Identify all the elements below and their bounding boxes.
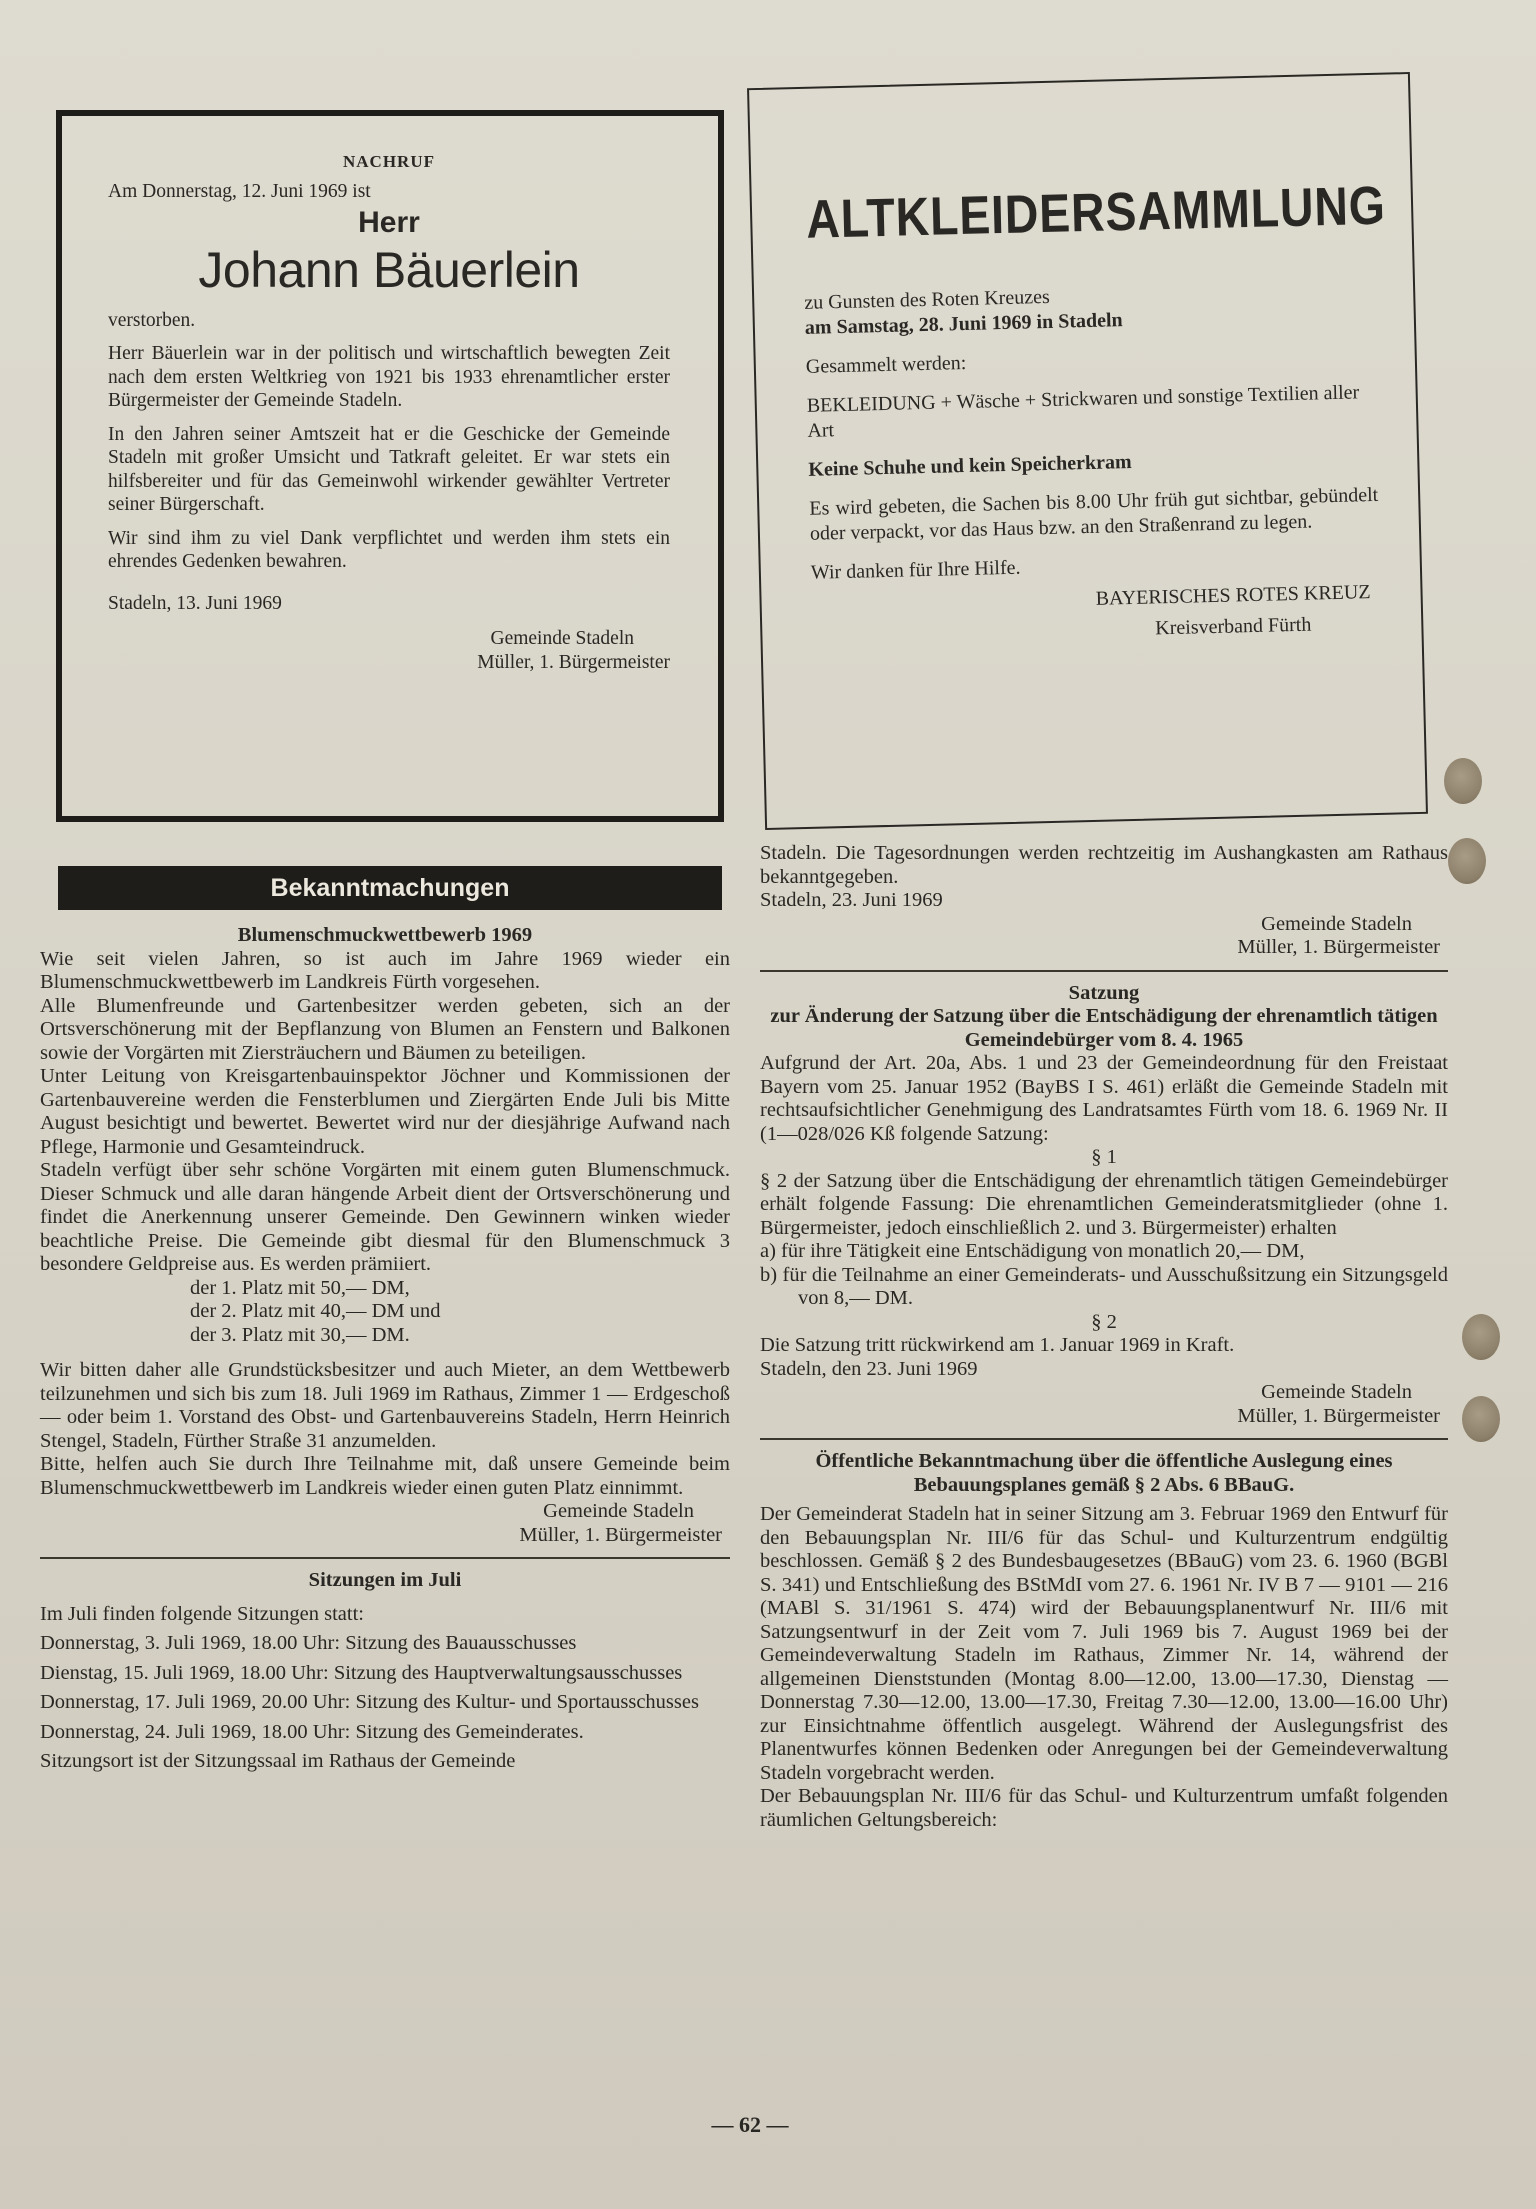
obituary-signature-name: Müller, 1. Bürgermeister: [477, 651, 670, 673]
obituary-box: [56, 110, 724, 822]
list-item: Donnerstag, 3. Juli 1969, 18.00 Uhr: Sitzung des Bauausschusses: [40, 1632, 577, 1654]
signature-org: Gemeinde Stadeln: [1261, 912, 1412, 935]
section-mark: § 2: [1091, 1310, 1117, 1333]
divider: [760, 1438, 1448, 1440]
left-column: [40, 924, 730, 1774]
prize-line: der 3. Platz mit 30,— DM.: [190, 1323, 410, 1346]
section-header-bar: Bekanntmachungen: [58, 866, 722, 910]
divider: [40, 1557, 730, 1559]
divider: [760, 970, 1448, 972]
article-paragraph: Sitzungsort ist der Sitzungssaal im Rathaus der Gemeinde: [40, 1750, 516, 1772]
obituary-verstorben: verstorben.: [108, 309, 196, 331]
article-title: Satzung: [1068, 981, 1140, 1004]
prize-line: der 2. Platz mit 40,— DM und: [190, 1300, 441, 1322]
obituary-paragraph: Herr Bäuerlein war in der politisch und wirtschaftlich bewegten Zeit nach dem ersten Weltkrieg von 1921 bis 1933 ehrenamtlicher erster Bürgermeister der Gemeinde Stadeln.: [108, 343, 670, 411]
article-paragraph: Die Satzung tritt rückwirkend am 1. Januar 1969 in Kraft.: [760, 1334, 1235, 1356]
article-date: Stadeln, 23. Juni 1969: [760, 889, 943, 911]
signature-name: Müller, 1. Bürgermeister: [519, 1523, 722, 1546]
article-paragraph: Wie seit vielen Jahren, so ist auch im Jahre 1969 wieder ein Blumenschmuckwettbewerb im Landkreis Fürth vorgesehen.: [40, 947, 730, 993]
clothing-collection-line: Gesammelt werden:: [805, 351, 967, 378]
clothing-collection-org: BAYERISCHES ROTES KREUZ: [1095, 581, 1371, 610]
article-paragraph: Aufgrund der Art. 20a, Abs. 1 und 23 der Gemeindeordnung für den Freistaat Bayern vom 25. Januar 1952 (BayBS I S. 461) erläßt die Gemeinde Stadeln mit rechtsaufsichtlicher Genehmigung des Landratsamtes Fürth vom 18. 6. 1969 Nr. II (1—028/026 Kß folgende Satzung:: [760, 1052, 1448, 1145]
article-paragraph: Stadeln. Die Tagesordnungen werden rechtzeitig im Aushangkasten am Rathaus bekanntgegeben.: [760, 842, 1448, 888]
clothing-collection-items: BEKLEIDUNG + Wäsche + Strickwaren und sonstige Textilien aller Art: [806, 381, 1360, 442]
article-paragraph: Bitte, helfen auch Sie durch Ihre Teilnahme mit, daß unsere Gemeinde beim Blumenschmuckwettbewerb im Landkreis wieder einen guten Platz einnimmt.: [40, 1453, 730, 1499]
signature-name: Müller, 1. Bürgermeister: [1237, 1404, 1440, 1427]
obituary-name: Johann Bäuerlein: [198, 241, 580, 298]
article-date: Stadeln, den 23. Juni 1969: [760, 1357, 978, 1380]
obituary-paragraph: In den Jahren seiner Amtszeit hat er die Geschicke der Gemeinde Stadeln mit großer Umsicht und Tatkraft geleitet. Er war stets ein hilfsbereiter und für das Gemeinwohl wirkender gewählter Vertreter seiner Bürgerschaft.: [108, 423, 670, 515]
obituary-kicker: NACHRUF: [343, 152, 435, 171]
article-paragraph: Unter Leitung von Kreisgartenbauinspektor Jöchner und Kommissionen der Gartenbauvereine werden die Fensterblumen und Ziergärten Ende Juli bis Mitte August besichtigt und bewertet. Bewertet wird nur der diesjährige Aufwand nach Pflege, Harmonie und Gesamteindruck.: [40, 1065, 730, 1158]
clothing-collection-exclusion: Keine Schuhe und kein Speicherkram: [808, 450, 1132, 481]
article-paragraph: Im Juli finden folgende Sitzungen statt:: [40, 1602, 364, 1625]
signature-name: Müller, 1. Bürgermeister: [1237, 936, 1440, 958]
clothing-collection-headline: ALTKLEIDERSAMMLUNG: [805, 175, 1387, 250]
clothing-collection-date: am Samstag, 28. Juni 1969 in Stadeln: [804, 309, 1123, 339]
obituary-intro: Am Donnerstag, 12. Juni 1969 ist: [108, 180, 371, 202]
page-number: — 62 —: [711, 2112, 789, 2137]
prize-line: der 1. Platz mit 50,— DM,: [190, 1276, 410, 1299]
article-paragraph: Der Gemeinderat Stadeln hat in seiner Sitzung am 3. Februar 1969 den Entwurf für den Bebauungsplan Nr. III/6 für das Schul- und Kulturzentrum endgültig beschlossen. Gemäß § 2 des Bundesbaugesetzes (BBauG) vom 23. 6. 1960 (BGBl S. 341) und Entschließung des BStMdI vom 27. 6. 1961 Nr. IV B 7 — 9101 — 216 (MABl S. 31/1961 S. 474) wird der Bebauungsplanentwurf Nr. III/6 mit Satzungsentwurf in der Zeit vom 7. Juli 1969 bis 7. August 1969 bei der Gemeindeverwaltung Stadeln im Rathaus, Zimmer Nr. 14, während der allgemeinen Dienststunden (Montag 8.00—12.00, 13.00—17.30, Dienstag — Donnerstag 7.30—12.00, 13.00—17.30, Freitag 7.30—12.00, 13.00—16.00 Uhr) zur Einsichtnahme öffentlich ausgelegt. Während der Auslegungsfrist des Planentwurfes können Bedenken oder Anregungen bei der Gemeindeverwaltung Stadeln vorgebracht werden.: [760, 1503, 1448, 1784]
signature-org: Gemeinde Stadeln: [543, 1500, 694, 1522]
punch-hole: [1448, 838, 1486, 884]
article-title: Sitzungen im Juli: [308, 1569, 462, 1591]
right-column: [760, 842, 1448, 1832]
obituary-date: Stadeln, 13. Juni 1969: [108, 592, 282, 614]
obituary-herr: Herr: [358, 206, 420, 239]
obituary-paragraph: Wir sind ihm zu viel Dank verpflichtet und werden ihm stets ein ehrendes Gedenken bewahren.: [108, 527, 670, 572]
punch-hole: [1462, 1314, 1500, 1360]
punch-hole: [1444, 758, 1482, 804]
article-paragraph: Alle Blumenfreunde und Gartenbesitzer werden gebeten, sich an der Ortsverschönerung mit der Bepflanzung von Blumen an Fenstern und Balkonen sowie der Vorgärten mit Ziersträuchern und Bäumen zu beteiligen.: [40, 994, 730, 1064]
article-title: Blumenschmuckwettbewerb 1969: [237, 924, 533, 946]
list-item: Dienstag, 15. Juli 1969, 18.00 Uhr: Sitzung des Hauptverwaltungsausschusses: [40, 1661, 683, 1684]
list-item: a) für ihre Tätigkeit eine Entschädigung von monatlich 20,— DM,: [760, 1240, 1305, 1262]
list-item: Donnerstag, 24. Juli 1969, 18.00 Uhr: Sitzung des Gemeinderates.: [40, 1720, 584, 1743]
clothing-collection-line: zu Gunsten des Roten Kreuzes: [804, 285, 1050, 314]
article-paragraph: § 2 der Satzung über die Entschädigung der ehrenamtlich tätigen Gemeindebürger erhält folgende Fassung: Die ehrenamtlichen Gemeinderatsmitglieder (ohne 1. Bürgermeister, jedoch einschließlich 2. und 3. Bürgermeister) erhalten: [760, 1169, 1448, 1239]
signature-org: Gemeinde Stadeln: [1261, 1381, 1412, 1403]
article-paragraph: Wir bitten daher alle Grundstücksbesitzer und auch Mieter, an dem Wettbewerb teilzunehmen und sich bis zum 18. Juli 1969 im Rathaus, Zimmer 1 — Erdgeschoß — oder beim 1. Vorstand des Obst- und Gartenbauvereins Stadeln, Herrn Heinrich Stengel, Stadeln, Fürther Straße 31 anzumelden.: [40, 1359, 730, 1452]
clothing-collection-branch: Kreisverband Fürth: [1155, 613, 1312, 640]
article-paragraph: Stadeln verfügt über sehr schöne Vorgärten mit einem guten Blumenschmuck. Dieser Schmuck und alle daran hängende Arbeit dient der Ortsverschönerung und findet die Anerkennung unserer Gemeinde. Den Gewinnern winken wieder beachtliche Preise. Die Gemeinde gibt diesmal für den Blumenschmuck 3 besondere Geldpreise aus. Es werden prämiiert.: [40, 1159, 730, 1275]
clothing-collection-thanks: Wir danken für Ihre Hilfe.: [810, 556, 1021, 584]
article-subtitle: zur Änderung der Satzung über die Entschädigung der ehrenamtlich tätigen Gemeindebürger vom 8. 4. 1965: [770, 1005, 1438, 1051]
section-mark: § 1: [1091, 1146, 1117, 1168]
obituary-signature-org: Gemeinde Stadeln: [490, 628, 634, 649]
punch-hole: [1462, 1396, 1500, 1442]
clothing-collection-box: [747, 72, 1428, 830]
list-item: b) für die Teilnahme an einer Gemeinderats- und Ausschußsitzung ein Sitzungsgeld von 8,— DM.: [760, 1263, 1448, 1309]
list-item: Donnerstag, 17. Juli 1969, 20.00 Uhr: Sitzung des Kultur- und Sportausschusses: [40, 1691, 699, 1713]
clothing-collection-instructions: Es wird gebeten, die Sachen bis 8.00 Uhr früh gut sichtbar, gebündelt oder verpackt, vor das Haus bzw. an den Straßenrand zu legen.: [809, 483, 1379, 545]
article-paragraph: Der Bebauungsplan Nr. III/6 für das Schul- und Kulturzentrum umfaßt folgenden räumlichen Geltungsbereich:: [760, 1785, 1448, 1831]
article-title: Öffentliche Bekanntmachung über die öffentliche Auslegung eines Bebauungsplanes gemäß § 2 Abs. 6 BBauG.: [815, 1450, 1393, 1496]
